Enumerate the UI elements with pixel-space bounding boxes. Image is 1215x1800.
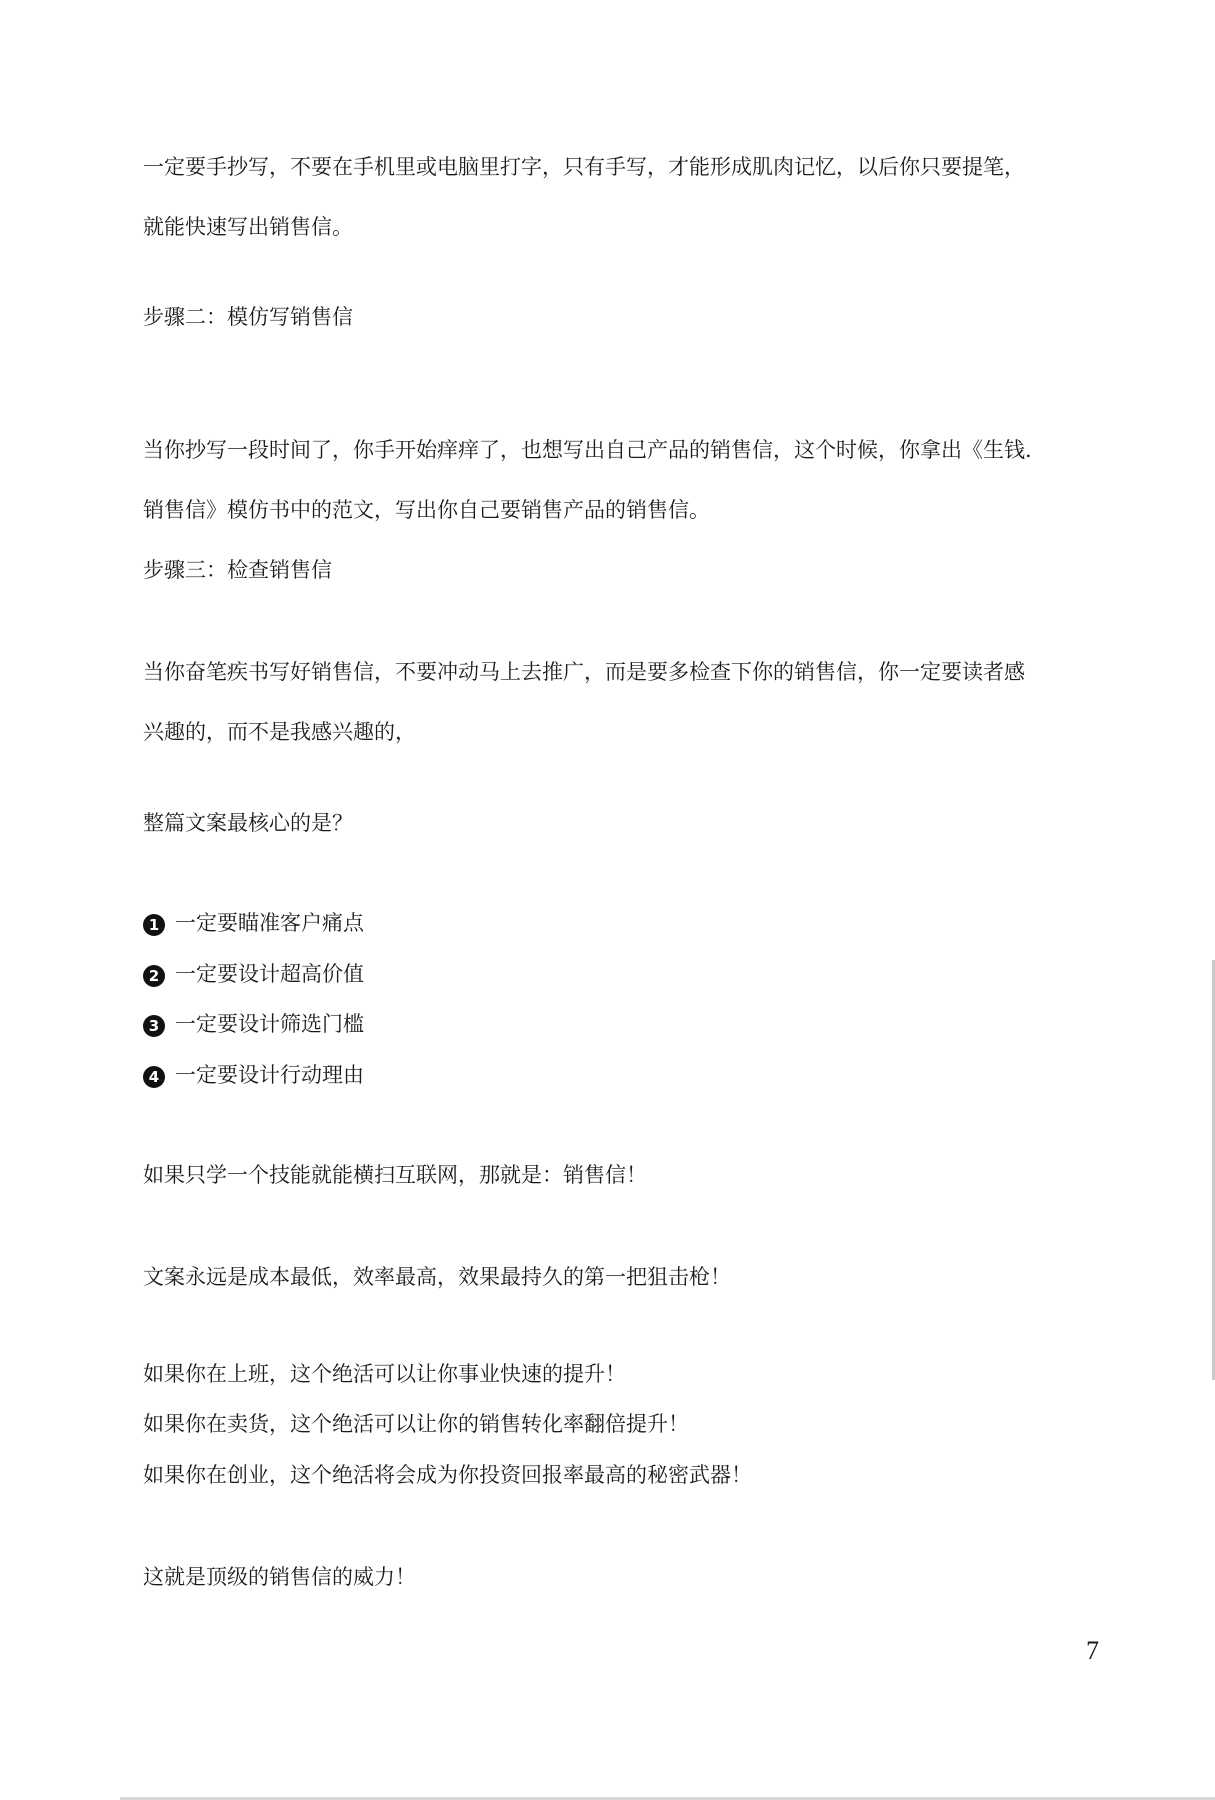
list-item (143, 1063, 364, 1088)
paragraph-imitate: 当你抄写一段时间了，你手开始痒痒了，也想写出自己产品的销售信，这个时候，你拿出《生钱.销售信》模仿书中的范文，写出你自己要销售产品的销售信。 (143, 438, 1032, 522)
list-item-text: 一定要设计行动理由 (175, 1063, 364, 1087)
paragraph-check: 当你奋笔疾书写好销售信，不要冲动马上去推广，而是要多检查下你的销售信，你一定要读者感兴趣的，而不是我感兴趣的， (143, 660, 1025, 744)
number-4-icon: 4 (143, 1066, 165, 1088)
number-1-icon: 1 (143, 914, 165, 936)
paragraph-handwriting: 一定要手抄写，不要在手机里或电脑里打字，只有手写，才能形成肌肉记忆，以后你只要提笔，就能快速写出销售信。 (143, 155, 1025, 239)
list-item (143, 962, 364, 987)
skill-statement: 如果只学一个技能就能横扫互联网，那就是：销售信！ (143, 1163, 647, 1187)
if-line: 如果你在上班，这个绝活可以让你事业快速的提升！ (143, 1362, 626, 1386)
core-question: 整篇文案最核心的是？ (143, 811, 353, 835)
step-two-heading: 步骤二：模仿写销售信 (143, 305, 353, 329)
list-item-text: 一定要设计超高价值 (175, 962, 364, 986)
page-number: 7 (1086, 1636, 1099, 1665)
step-three-heading: 步骤三：检查销售信 (143, 558, 332, 582)
if-line: 如果你在卖货，这个绝活可以让你的销售转化率翻倍提升！ (143, 1412, 689, 1436)
list-item (143, 1012, 364, 1037)
list-item (143, 911, 364, 936)
list-item-text: 一定要瞄准客户痛点 (175, 911, 364, 935)
copywriting-statement: 文案永远是成本最低，效率最高，效果最持久的第一把狙击枪！ (143, 1265, 731, 1289)
closing-statement: 这就是顶级的销售信的威力！ (143, 1565, 416, 1589)
list-item-text: 一定要设计筛选门槛 (175, 1012, 364, 1036)
number-3-icon: 3 (143, 1015, 165, 1037)
number-2-icon: 2 (143, 965, 165, 987)
if-line: 如果你在创业，这个绝活将会成为你投资回报率最高的秘密武器！ (143, 1463, 752, 1487)
